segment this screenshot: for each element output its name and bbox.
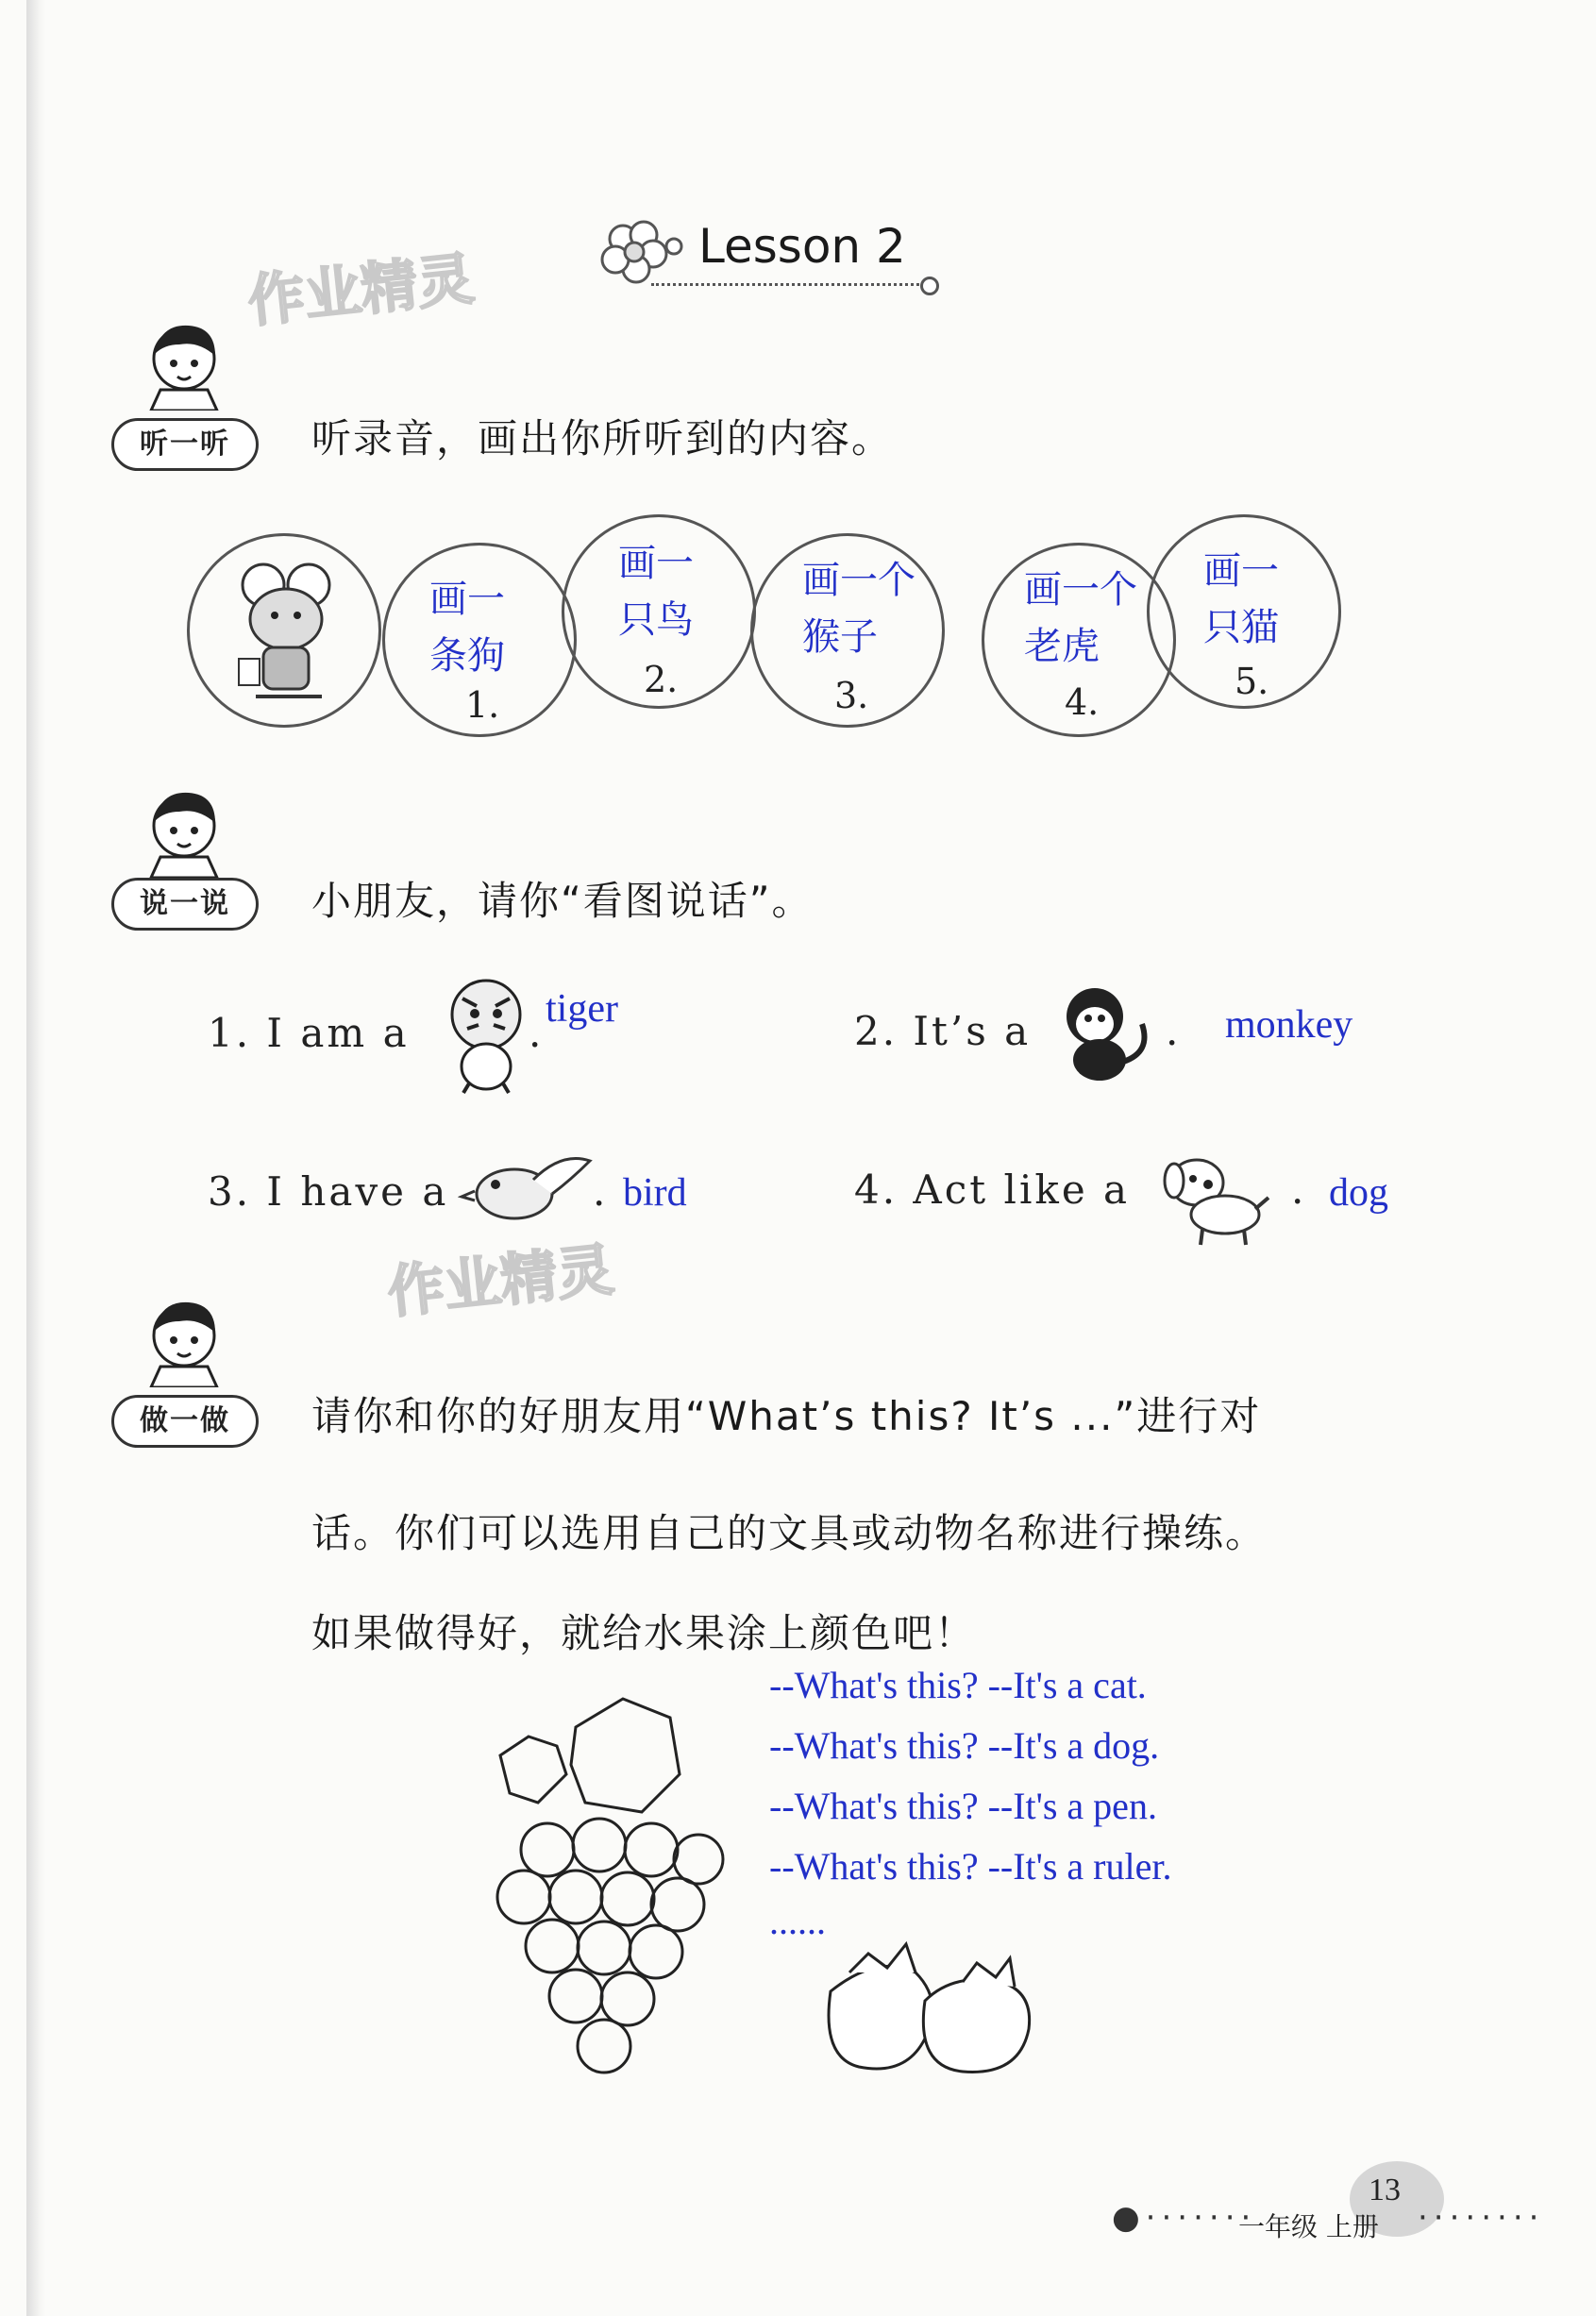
answer-number-2: 2. <box>644 659 679 700</box>
mouse-icon <box>190 536 378 725</box>
title-dot <box>920 277 939 295</box>
girl-mascot-icon <box>132 1293 236 1387</box>
grapes-icon <box>481 1689 746 2095</box>
girl-mascot-icon <box>132 316 236 411</box>
answer-text-5: 画一 只猫 <box>1203 549 1279 649</box>
question-2-suffix: . <box>1166 1008 1182 1054</box>
girl-mascot-icon <box>132 783 236 878</box>
answer-text-4: 画一个 老虎 <box>1024 568 1137 668</box>
example-circle <box>187 533 381 728</box>
dialogue-line-1: --What's this? --It's a cat. <box>769 1664 1147 1706</box>
section-badge-speak: 说一说 <box>111 878 259 931</box>
tiger-icon <box>429 972 543 1095</box>
answer-dog: dog <box>1329 1171 1388 1215</box>
section-badge-listen: 听一听 <box>111 418 259 471</box>
section1-instruction: 听录音，画出你所听到的内容。 <box>311 415 894 462</box>
strawberries-icon <box>812 1916 1038 2076</box>
monkey-icon <box>1048 977 1161 1085</box>
dialogue-line-3: --What's this? --It's a pen. <box>769 1785 1157 1827</box>
answer-tiger: tiger <box>546 987 618 1031</box>
question-4-prefix: 4. Act like a <box>854 1166 1131 1213</box>
dialogue-ellipsis: ...... <box>769 1900 826 1942</box>
answer-monkey: monkey <box>1225 1003 1353 1047</box>
bird-icon <box>458 1142 599 1236</box>
question-4-suffix: . <box>1291 1166 1307 1213</box>
page-number: 13 <box>1369 2173 1401 2207</box>
watermark: 作业精灵 <box>384 1236 617 1327</box>
answer-text-3: 画一个 猴子 <box>802 559 916 659</box>
answer-number-4: 4. <box>1065 681 1100 723</box>
dialogue-line-2: --What's this? --It's a dog. <box>769 1724 1160 1767</box>
answer-text-2: 画一 只鸟 <box>618 542 694 642</box>
book-label: 一年级 上册 <box>1238 2211 1379 2242</box>
question-1-suffix: . <box>529 1010 545 1056</box>
answer-number-3: 3. <box>834 675 869 716</box>
dog-icon <box>1151 1147 1274 1250</box>
section3-instruction-line-1: 请你和你的好朋友用“What’s this? It’s ...”进行对 <box>311 1393 1262 1439</box>
section-badge-do: 做一做 <box>111 1395 259 1448</box>
lesson-title: Lesson 2 <box>698 219 906 274</box>
question-2-prefix: 2. It’s a <box>854 1008 1032 1054</box>
question-3-suffix: . <box>593 1168 609 1215</box>
answer-number-5: 5. <box>1235 661 1269 702</box>
book-spine-shadow <box>26 0 45 2316</box>
footer-dots-left: ●······· <box>1112 2199 1257 2237</box>
section3-instruction-line-3: 如果做得好，就给水果涂上颜色吧！ <box>311 1610 977 1656</box>
answer-bird: bird <box>623 1171 687 1215</box>
title-underline <box>651 283 925 286</box>
answer-text-1: 画一 条狗 <box>429 578 505 678</box>
section2-instruction: 小朋友，请你“看图说话”。 <box>311 878 814 924</box>
question-1-prefix: 1. I am a <box>208 1010 410 1056</box>
watermark: 作业精灵 <box>244 245 478 336</box>
question-3-prefix: 3. I have a <box>208 1168 449 1215</box>
answer-number-1: 1. <box>465 684 500 726</box>
section3-instruction-line-2: 话。你们可以选用自己的文具或动物名称进行操练。 <box>311 1510 1268 1556</box>
footer-dots-right: ········ <box>1418 2199 1545 2237</box>
dialogue-line-4: --What's this? --It's a ruler. <box>769 1845 1172 1888</box>
flower-icon <box>595 212 689 288</box>
